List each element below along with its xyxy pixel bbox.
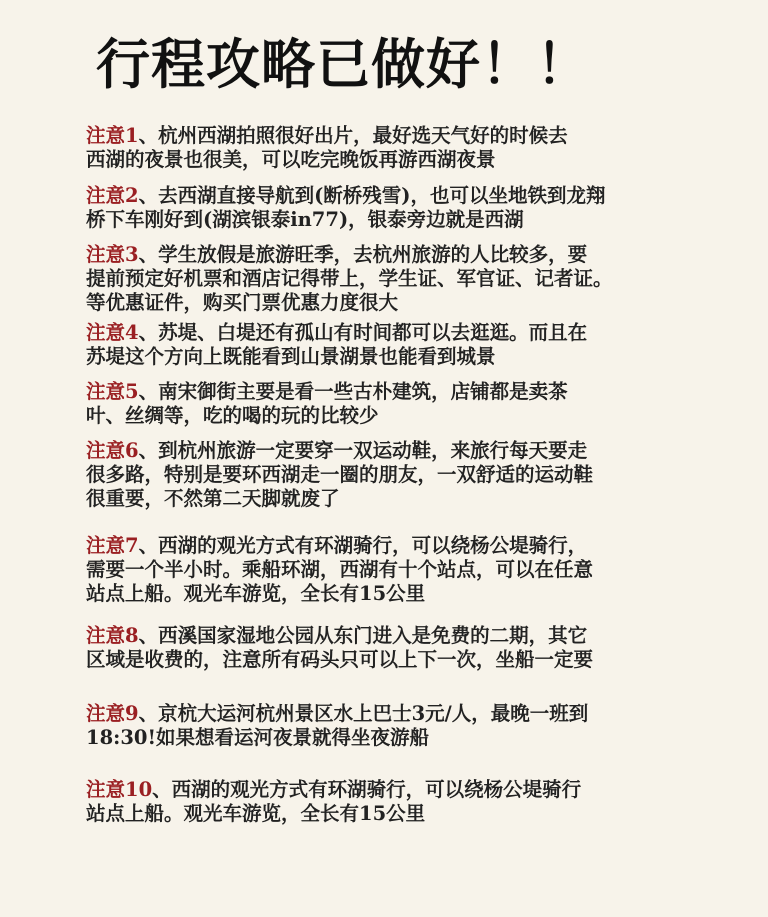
note-text: 、西溪国家湿地公园从东门进入是免费的二期，其它 — [138, 624, 588, 647]
note-label: 注意10 — [86, 778, 153, 801]
note-10 — [86, 778, 716, 826]
note-1 — [86, 124, 716, 172]
note-text: 、杭州西湖拍照很好出片，最好选天气好的时候去 — [138, 124, 568, 147]
note-label: 注意9 — [86, 702, 139, 725]
note-6 — [86, 439, 716, 511]
note-label: 注意5 — [86, 380, 139, 403]
note-text: 等优惠证件，购买门票优惠力度很大 — [86, 291, 399, 314]
note-9 — [86, 702, 716, 750]
note-text: 、去西湖直接导航到(断桥残雪)，也可以坐地铁到龙翔 — [138, 184, 606, 207]
note-text: 站点上船。观光车游览，全长有15公里 — [86, 802, 426, 825]
note-text: 提前预定好机票和酒店记得带上，学生证、军官证、记者证。 — [86, 267, 613, 290]
note-label: 注意8 — [86, 624, 139, 647]
note-text: 、西湖的观光方式有环湖骑行，可以绕杨公堤骑行 — [152, 778, 582, 801]
note-8 — [86, 624, 716, 672]
note-text: 、京杭大运河杭州景区水上巴士3元/人，最晚一班到 — [138, 702, 589, 725]
note-5 — [86, 380, 716, 428]
note-text: 叶、丝绸等，吃的喝的玩的比较少 — [86, 404, 379, 427]
note-2 — [86, 184, 716, 232]
note-text: 站点上船。观光车游览，全长有15公里 — [86, 582, 426, 605]
note-text: 区域是收费的，注意所有码头只可以上下一次，坐船一定要 — [86, 648, 594, 671]
note-text: 、到杭州旅游一定要穿一双运动鞋，来旅行每天要走 — [138, 439, 588, 462]
note-text: 、西湖的观光方式有环湖骑行，可以绕杨公堤骑行， — [138, 534, 588, 557]
note-text: 、苏堤、白堤还有孤山有时间都可以去逛逛。而且在 — [138, 321, 588, 344]
note-label: 注意3 — [86, 243, 139, 266]
note-label: 注意7 — [86, 534, 139, 557]
note-text: 很多路，特别是要环西湖走一圈的朋友，一双舒适的运动鞋 — [86, 463, 594, 486]
note-text: 苏堤这个方向上既能看到山景湖景也能看到城景 — [86, 345, 496, 368]
note-text: 桥下车刚好到(湖滨银泰in77)，银泰旁边就是西湖 — [86, 208, 524, 231]
note-text: 需要一个半小时。乘船环湖，西湖有十个站点，可以在任意 — [86, 558, 594, 581]
note-4 — [86, 321, 716, 369]
page-title: 行程攻略已做好！！ — [96, 33, 591, 96]
note-label: 注意1 — [86, 124, 139, 147]
note-text: 很重要，不然第二天脚就废了 — [86, 487, 340, 510]
note-text: 、学生放假是旅游旺季，去杭州旅游的人比较多，要 — [138, 243, 588, 266]
note-3 — [86, 243, 716, 315]
note-7 — [86, 534, 716, 606]
note-label: 注意2 — [86, 184, 139, 207]
note-text: 18:30!如果想看运河夜景就得坐夜游船 — [86, 726, 430, 749]
note-label: 注意4 — [86, 321, 139, 344]
note-label: 注意6 — [86, 439, 139, 462]
note-text: 、南宋御街主要是看一些古朴建筑，店铺都是卖茶 — [138, 380, 568, 403]
note-text: 西湖的夜景也很美，可以吃完晚饭再游西湖夜景 — [86, 148, 496, 171]
